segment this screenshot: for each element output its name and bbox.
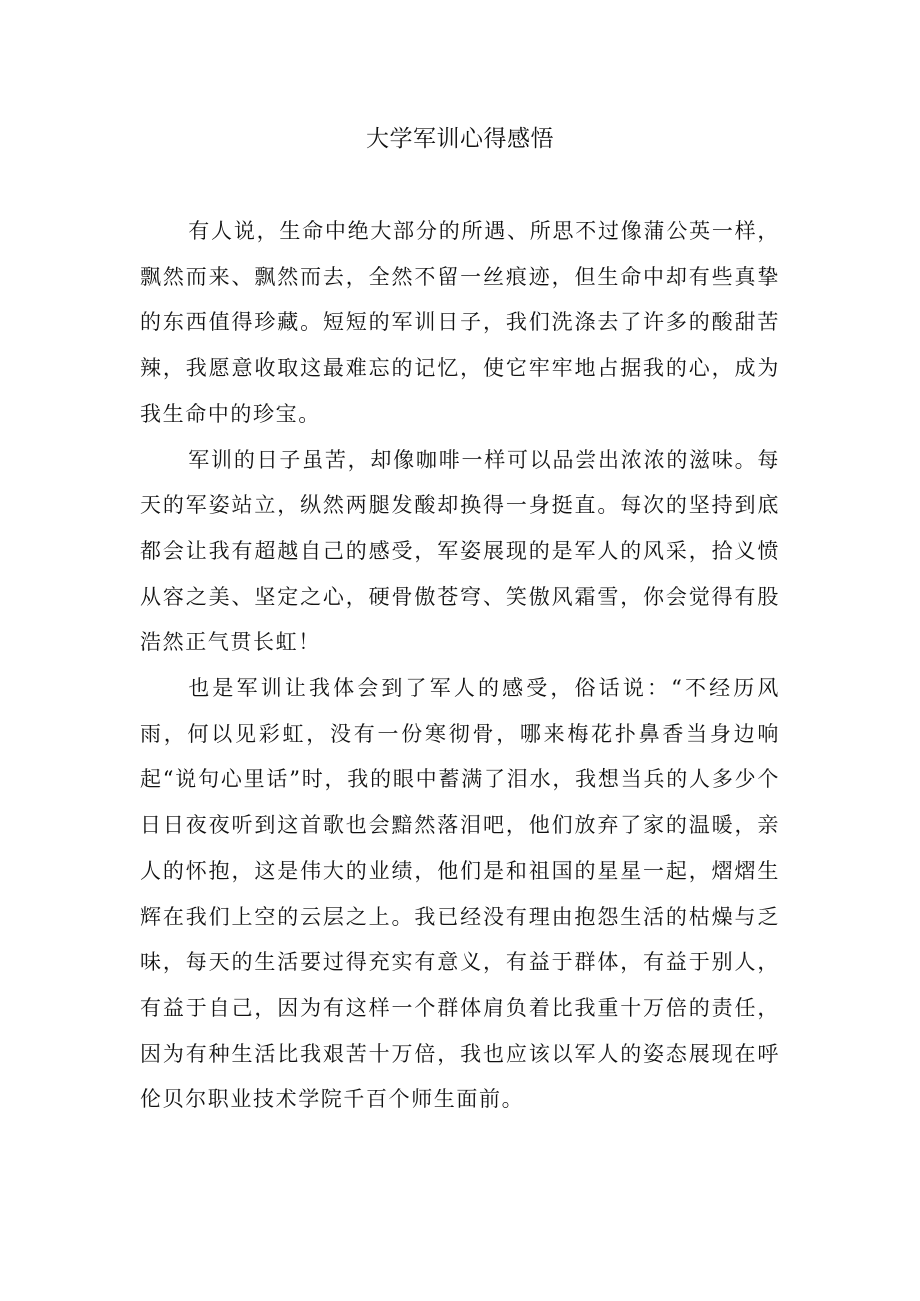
paragraph-2: 军训的日子虽苦，却像咖啡一样可以品尝出浓浓的滋味。每天的军姿站立，纵然两腿发酸却换得一身挺直。每次的坚持到底都会让我有超越自己的感受，军姿展现的是军人的风采，拾义愤从容之美、坚定之心，硬骨傲苍穹、笑傲风霜雪，你会觉得有股浩然正气贯长虹！ xyxy=(140,447,780,655)
paragraph-3: 也是军训让我体会到了军人的感受，俗话说：“不经历风雨，何以见彩虹，没有一份寒彻骨，哪来梅花扑鼻香当身边响起“说句心里话”时，我的眼中蓄满了泪水，我想当兵的人多少个日日夜夜听到这首歌也会黯然落泪吧，他们放弃了家的温暖，亲人的怀抱，这是伟大的业绩，他们是和祖国的星星一起，熠熠生辉在我们上空的云层之上。我已经没有理由抱怨生活的枯燥与乏味，每天的生活要过得充实有意义，有益于群体，有益于别人，有益于自己，因为有这样一个群体肩负着比我重十万倍的责任，因为有种生活比我艰苦十万倍，我也应该以军人的姿态展现在呼伦贝尔职业技术学院千百个师生面前。 xyxy=(140,676,780,1112)
paragraph-1: 有人说，生命中绝大部分的所遇、所思不过像蒲公英一样，飘然而来、飘然而去，全然不留一丝痕迹，但生命中却有些真挚的东西值得珍藏。短短的军训日子，我们洗涤去了许多的酸甜苦辣，我愿意收取这最难忘的记忆，使它牢牢地占据我的心，成为我生命中的珍宝。 xyxy=(140,219,780,426)
document-title: 大学军训心得感悟 xyxy=(366,126,554,152)
document-body xyxy=(140,209,780,1123)
